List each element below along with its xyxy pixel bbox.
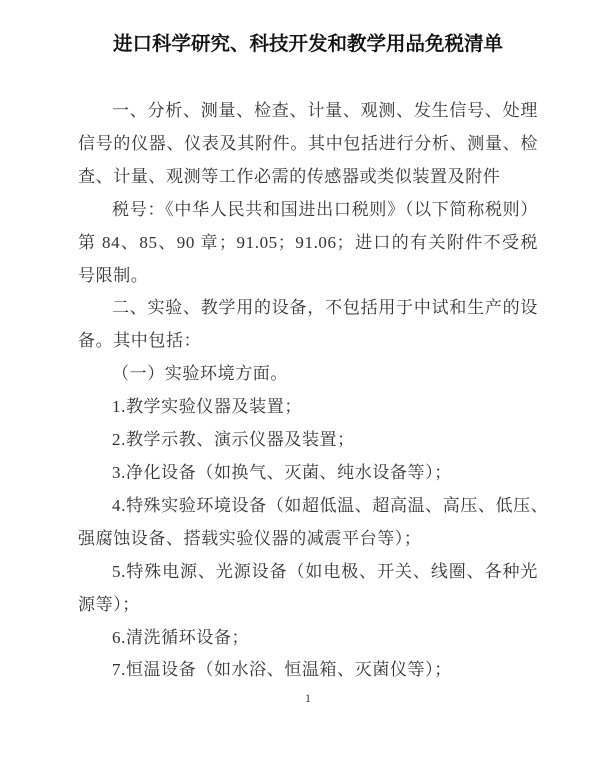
paragraph-line: 信号的仪器、仪表及其附件。其中包括进行分析、测量、检	[78, 133, 538, 153]
paragraph-line: 1.教学实验仪器及装置；	[112, 397, 302, 417]
paragraph-line: 强腐蚀设备、搭载实验仪器的减震平台等）；	[78, 528, 422, 548]
paragraph	[78, 358, 538, 391]
paragraph-line: 3.净化设备（如换气、灭菌、纯水设备等）；	[112, 462, 452, 482]
paragraph	[78, 457, 538, 490]
paragraph-line: 号限制。	[78, 265, 149, 285]
paragraph	[78, 391, 538, 424]
paragraph	[78, 654, 538, 687]
paragraph-line: 6.清洗循环设备；	[112, 627, 250, 647]
paragraph	[78, 194, 538, 293]
paragraph-line: 查、计量、观测等工作必需的传感器或类似装置及附件	[78, 166, 501, 186]
paragraph-line: （一）实验环境方面。	[112, 364, 288, 384]
paragraph-line: 源等）；	[78, 594, 140, 614]
paragraph-line: 税号：《中华人民共和国进出口税则》（以下简称税则）	[112, 199, 538, 219]
paragraph	[78, 622, 538, 655]
paragraph	[78, 424, 538, 457]
paragraph-line: 一、分析、测量、检查、计量、观测、发生信号、处理	[112, 101, 538, 120]
document-body	[78, 95, 549, 687]
paragraph	[78, 556, 538, 622]
paragraph-line: 二、实验、教学用的设备，不包括用于中试和生产的设	[112, 298, 538, 318]
paragraph	[78, 490, 549, 556]
paragraph-line: 4.特殊实验环境设备（如超低温、超高温、高压、低压、	[112, 495, 549, 515]
page-number: 1	[305, 691, 311, 705]
paragraph-line: 备。其中包括：	[78, 331, 202, 351]
paragraph	[78, 292, 538, 358]
paragraph-line: 7.恒温设备（如水浴、恒温箱、灭菌仪等）；	[112, 660, 452, 680]
paragraph-line: 2.教学示教、演示仪器及装置；	[112, 430, 355, 450]
document-title: 进口科学研究、科技开发和教学用品免税清单	[112, 33, 503, 55]
paragraph	[78, 95, 538, 194]
paragraph-line: 5.特殊电源、光源设备（如电极、开关、线圈、各种光	[112, 561, 538, 581]
paragraph-line: 第 84、85、90 章；91.05；91.06；进口的有关附件不受税	[78, 232, 538, 252]
